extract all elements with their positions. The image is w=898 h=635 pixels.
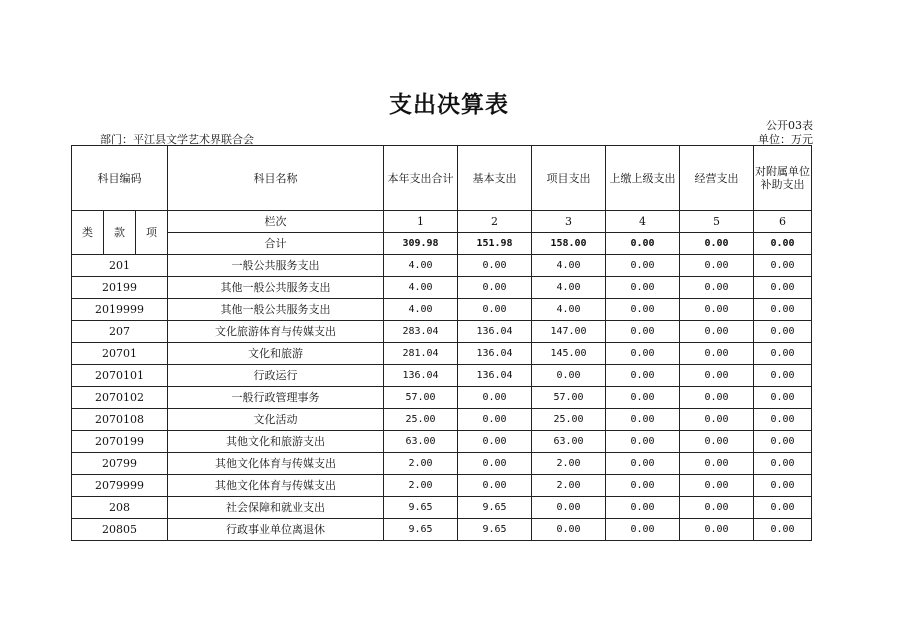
row-code: 207 [72,321,168,343]
row-value: 136.04 [384,365,458,387]
row-code: 20701 [72,343,168,365]
row-value: 0.00 [680,299,754,321]
col-number: 4 [606,211,680,233]
row-value: 0.00 [606,321,680,343]
row-value: 136.04 [458,343,532,365]
header-xiang: 项 [136,211,168,255]
row-code: 2070102 [72,387,168,409]
header-lei: 类 [72,211,104,255]
row-value: 0.00 [532,365,606,387]
row-value: 136.04 [458,365,532,387]
row-value: 136.04 [458,321,532,343]
header-kuan: 款 [104,211,136,255]
row-value: 0.00 [606,255,680,277]
row-value: 0.00 [606,343,680,365]
row-value: 0.00 [754,453,812,475]
row-name: 一般行政管理事务 [168,387,384,409]
row-code: 2070101 [72,365,168,387]
row-name: 社会保障和就业支出 [168,497,384,519]
lanci-label: 栏次 [168,211,384,233]
row-name: 行政运行 [168,365,384,387]
table-row [72,321,812,343]
row-value: 0.00 [606,409,680,431]
row-value: 4.00 [532,299,606,321]
page-title: 支出决算表 [389,92,509,118]
row-code: 2070108 [72,409,168,431]
total-value: 151.98 [458,233,532,255]
row-name: 其他文化体育与传媒支出 [168,475,384,497]
row-value: 0.00 [680,277,754,299]
row-code: 20805 [72,519,168,541]
row-value: 0.00 [606,299,680,321]
row-value: 4.00 [532,277,606,299]
row-value: 0.00 [606,519,680,541]
row-name: 其他一般公共服务支出 [168,299,384,321]
row-value: 0.00 [680,453,754,475]
row-value: 2.00 [532,475,606,497]
expenditure-table [71,145,812,541]
row-value: 145.00 [532,343,606,365]
row-value: 63.00 [384,431,458,453]
row-value: 0.00 [680,431,754,453]
row-value: 4.00 [384,277,458,299]
col-number: 3 [532,211,606,233]
row-value: 0.00 [458,409,532,431]
row-value: 4.00 [384,255,458,277]
header-operating: 经营支出 [680,146,754,211]
table-row [72,387,812,409]
unit-label: 单位：万元 [758,133,813,146]
total-value: 309.98 [384,233,458,255]
table-body [72,146,812,541]
row-value: 0.00 [606,453,680,475]
row-value: 0.00 [680,475,754,497]
row-value: 57.00 [384,387,458,409]
row-code: 201 [72,255,168,277]
row-value: 0.00 [754,519,812,541]
table-row [72,475,812,497]
row-value: 0.00 [532,519,606,541]
row-code: 20799 [72,453,168,475]
row-value: 0.00 [458,475,532,497]
row-code: 2070199 [72,431,168,453]
row-value: 9.65 [458,519,532,541]
row-value: 0.00 [532,497,606,519]
row-name: 一般公共服务支出 [168,255,384,277]
row-value: 4.00 [384,299,458,321]
row-value: 0.00 [680,497,754,519]
total-value: 0.00 [754,233,812,255]
row-value: 0.00 [606,497,680,519]
total-value: 158.00 [532,233,606,255]
table-row [72,453,812,475]
row-value: 57.00 [532,387,606,409]
row-value: 25.00 [532,409,606,431]
header-basic: 基本支出 [458,146,532,211]
row-name: 其他文化体育与传媒支出 [168,453,384,475]
total-label: 合计 [168,233,384,255]
row-value: 0.00 [606,475,680,497]
table-row [72,299,812,321]
col-number: 6 [754,211,812,233]
row-value: 0.00 [606,277,680,299]
row-value: 2.00 [384,453,458,475]
column-number-row [72,211,812,233]
row-name: 行政事业单位离退休 [168,519,384,541]
row-value: 0.00 [754,475,812,497]
row-name: 文化和旅游 [168,343,384,365]
row-code: 2079999 [72,475,168,497]
col-number: 5 [680,211,754,233]
row-value: 0.00 [680,365,754,387]
row-value: 0.00 [754,365,812,387]
row-name: 文化旅游体育与传媒支出 [168,321,384,343]
row-value: 0.00 [680,409,754,431]
row-value: 0.00 [680,519,754,541]
row-value: 0.00 [754,343,812,365]
row-value: 0.00 [680,387,754,409]
row-value: 283.04 [384,321,458,343]
row-value: 9.65 [458,497,532,519]
row-value: 0.00 [754,299,812,321]
total-value: 0.00 [680,233,754,255]
row-code: 208 [72,497,168,519]
row-value: 0.00 [680,321,754,343]
col-number: 1 [384,211,458,233]
row-value: 0.00 [458,453,532,475]
table-row [72,277,812,299]
row-value: 281.04 [384,343,458,365]
row-value: 63.00 [532,431,606,453]
header-name: 科目名称 [168,146,384,211]
table-row [72,497,812,519]
table-row [72,431,812,453]
row-value: 4.00 [532,255,606,277]
table-row [72,343,812,365]
row-value: 147.00 [532,321,606,343]
row-value: 9.65 [384,497,458,519]
header-subsidy: 对附属单位补助支出 [754,146,812,211]
row-value: 0.00 [754,387,812,409]
table-row [72,519,812,541]
row-value: 2.00 [532,453,606,475]
header-row [72,146,812,211]
row-code: 2019999 [72,299,168,321]
row-value: 0.00 [680,343,754,365]
form-number: 公开03表 [766,119,813,132]
row-name: 其他文化和旅游支出 [168,431,384,453]
row-value: 0.00 [458,431,532,453]
row-value: 0.00 [458,387,532,409]
table-row [72,255,812,277]
row-value: 0.00 [754,277,812,299]
row-value: 0.00 [458,277,532,299]
table-row [72,409,812,431]
row-value: 0.00 [754,409,812,431]
table-row [72,365,812,387]
header-project: 项目支出 [532,146,606,211]
row-value: 0.00 [680,255,754,277]
header-total: 本年支出合计 [384,146,458,211]
row-value: 0.00 [458,299,532,321]
col-number: 2 [458,211,532,233]
total-value: 0.00 [606,233,680,255]
header-remit: 上缴上级支出 [606,146,680,211]
row-code: 20199 [72,277,168,299]
row-value: 0.00 [754,431,812,453]
row-value: 0.00 [606,387,680,409]
row-value: 0.00 [754,497,812,519]
row-value: 0.00 [754,255,812,277]
total-row [72,233,812,255]
row-value: 2.00 [384,475,458,497]
row-value: 0.00 [606,431,680,453]
row-value: 0.00 [458,255,532,277]
row-value: 25.00 [384,409,458,431]
row-value: 0.00 [754,321,812,343]
row-value: 9.65 [384,519,458,541]
row-name: 其他一般公共服务支出 [168,277,384,299]
header-code: 科目编码 [72,146,168,211]
row-value: 0.00 [606,365,680,387]
row-name: 文化活动 [168,409,384,431]
department-label: 部门：平江县文学艺术界联合会 [100,133,254,146]
